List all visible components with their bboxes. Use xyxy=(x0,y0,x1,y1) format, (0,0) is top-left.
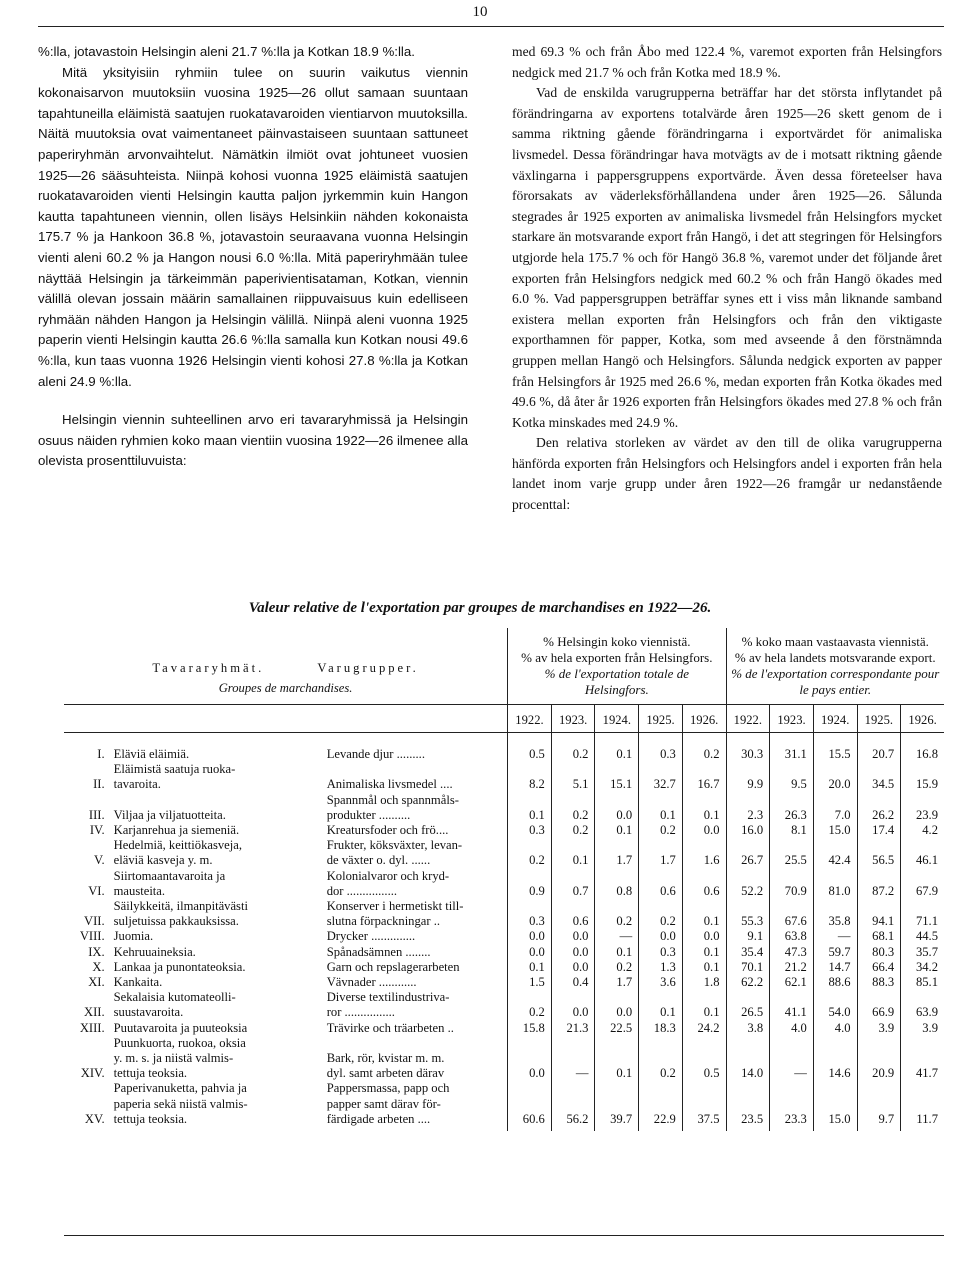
group-name-fi-line: Kehruuaineksia. xyxy=(113,944,196,959)
value-cell: 35.8 xyxy=(813,899,857,929)
group-number: V. xyxy=(94,853,105,868)
group-name-fi xyxy=(111,793,324,823)
top-rule xyxy=(38,26,944,27)
value-cell: 0.1 xyxy=(682,990,726,1020)
group-name-sv xyxy=(324,1081,508,1131)
group-name-sv xyxy=(324,975,508,990)
group-name-fi xyxy=(111,823,324,838)
group-name-sv-line: Levande djur ......... xyxy=(326,747,425,761)
value-cell: 0.0 xyxy=(508,1036,552,1082)
value-cell: 0.0 xyxy=(551,929,595,944)
group-name-fi-line: Juomia. xyxy=(113,929,154,944)
group-name-sv-line xyxy=(327,1036,504,1051)
value-cell: 26.7 xyxy=(726,838,770,868)
group-name-fi-line: eläviä kasveja y. m. xyxy=(113,853,213,868)
group-number: XIV. xyxy=(80,1066,105,1081)
swedish-column xyxy=(512,42,942,516)
group-name-sv xyxy=(324,869,508,899)
helsingfors-share-header xyxy=(508,628,726,705)
value-cell: 7.0 xyxy=(813,793,857,823)
group-name-sv-line: färdigade arbeten .... xyxy=(326,1111,431,1126)
value-cell: 0.0 xyxy=(551,960,595,975)
value-cell: 1.8 xyxy=(682,975,726,990)
group-number: IV. xyxy=(89,823,105,838)
value-cell: 0.0 xyxy=(551,945,595,960)
group-names-header xyxy=(64,628,508,705)
group-name-fi-line xyxy=(114,793,321,808)
group-name-sv xyxy=(324,945,508,960)
value-cell: 94.1 xyxy=(857,899,901,929)
value-cell: 3.6 xyxy=(639,975,683,990)
finnish-column xyxy=(38,42,468,472)
table-row xyxy=(64,929,944,944)
value-cell: 1.5 xyxy=(508,975,552,990)
table-row xyxy=(64,1021,944,1036)
group-name-sv-line: Frukter, köksväxter, levan- xyxy=(326,838,463,853)
value-cell: 23.3 xyxy=(770,1081,814,1131)
value-cell: — xyxy=(551,1036,595,1082)
group-name-fi-line: y. m. s. ja niistä valmis- xyxy=(113,1051,234,1066)
value-cell: 63.9 xyxy=(901,990,944,1020)
value-cell: 41.7 xyxy=(901,1036,944,1082)
value-cell: 70.1 xyxy=(726,960,770,975)
group-name-sv-line: dor ................ xyxy=(326,883,398,898)
value-cell: 0.6 xyxy=(639,869,683,899)
value-cell: 22.5 xyxy=(595,1021,639,1036)
value-cell: 9.5 xyxy=(770,762,814,792)
value-cell: 88.3 xyxy=(857,975,901,990)
value-cell: 55.3 xyxy=(726,899,770,929)
group-name-sv-line: Trävirke och träarbeten .. xyxy=(326,1020,454,1035)
year-header: 1924. xyxy=(813,705,857,733)
value-cell: 9.9 xyxy=(726,762,770,792)
value-cell: 1.3 xyxy=(639,960,683,975)
value-cell: 0.2 xyxy=(551,793,595,823)
value-cell: 24.2 xyxy=(682,1021,726,1036)
value-cell: 88.6 xyxy=(813,975,857,990)
value-cell: 35.7 xyxy=(901,945,944,960)
value-cell: 26.3 xyxy=(770,793,814,823)
value-cell: 0.1 xyxy=(595,1036,639,1082)
value-cell: 14.7 xyxy=(813,960,857,975)
value-cell: 0.1 xyxy=(595,945,639,960)
group-name-fi-line: Viljaa ja viljatuotteita. xyxy=(113,807,226,822)
group-name-sv xyxy=(324,899,508,929)
header-fr: % de l'exportation totale de Helsingfors. xyxy=(544,666,689,697)
table-title: Valeur relative de l'exportation par groupes de marchandises en 1922—26. xyxy=(248,600,712,616)
value-cell: 0.3 xyxy=(639,945,683,960)
year-header: 1926. xyxy=(682,705,726,733)
group-number: XII. xyxy=(84,1005,105,1020)
value-cell: 62.2 xyxy=(726,975,770,990)
group-name-sv-line: Kreatursfoder och frö.... xyxy=(326,823,449,838)
group-name-sv-line: Bark, rör, kvistar m. m. xyxy=(326,1051,445,1066)
swedish-paragraph: Den relativa storleken av värdet av den till de olika varugrupperna hänförda exporten från Helsingfors och Helsingfors andel i exporten från hela landet inom varje grupp under åren 1922—26 framgår ur nedanstående procenttal: xyxy=(512,435,942,513)
value-cell: 16.8 xyxy=(901,733,944,763)
value-cell: 0.1 xyxy=(682,945,726,960)
value-cell: 52.2 xyxy=(726,869,770,899)
finnish-paragraph: Helsingin viennin suhteellinen arvo eri tavararyhmissä ja Helsingin osuus näiden ryhmien koko maan vientiin vuosina 1922—26 ilmenee alla olevista prosenttiluvuista: xyxy=(38,412,468,469)
value-cell: 0.2 xyxy=(639,823,683,838)
value-cell: 8.2 xyxy=(508,762,552,792)
value-cell: 0.2 xyxy=(682,733,726,763)
value-cell: 34.5 xyxy=(857,762,901,792)
value-cell: 42.4 xyxy=(813,838,857,868)
value-cell: 0.2 xyxy=(508,990,552,1020)
value-cell: 0.1 xyxy=(508,793,552,823)
value-cell: 0.2 xyxy=(639,899,683,929)
group-name-fi-line: Sekalaisia kutomateolli- xyxy=(113,990,236,1005)
value-cell: 0.1 xyxy=(595,823,639,838)
value-cell: 56.5 xyxy=(857,838,901,868)
group-name-sv xyxy=(324,793,508,823)
value-cell: 8.1 xyxy=(770,823,814,838)
year-header: 1925. xyxy=(857,705,901,733)
value-cell: 0.1 xyxy=(551,838,595,868)
group-name-fi xyxy=(111,733,324,763)
group-name-sv-line: Vävnader ............ xyxy=(326,975,417,990)
group-name-fi-line: Karjanrehua ja siemeniä. xyxy=(113,823,240,838)
value-cell: 0.2 xyxy=(551,733,595,763)
group-name-sv-line: Pappersmassa, papp och xyxy=(326,1081,450,1096)
group-name-sv-line: ror ................ xyxy=(326,1005,395,1020)
value-cell: 70.9 xyxy=(770,869,814,899)
value-cell: 46.1 xyxy=(901,838,944,868)
value-cell: 0.4 xyxy=(551,975,595,990)
value-cell: 0.6 xyxy=(682,869,726,899)
group-name-sv-line: dyl. samt arbeten därav xyxy=(326,1066,445,1081)
value-cell: 0.1 xyxy=(639,990,683,1020)
value-cell: 0.0 xyxy=(639,929,683,944)
group-number: II. xyxy=(93,777,105,792)
year-header: 1923. xyxy=(551,705,595,733)
group-name-sv xyxy=(324,990,508,1020)
value-cell: 0.3 xyxy=(508,823,552,838)
value-cell: 34.2 xyxy=(901,960,944,975)
value-cell: 0.9 xyxy=(508,869,552,899)
group-name-fi-line: Puutavaroita ja puuteoksia xyxy=(113,1020,248,1035)
value-cell: 9.7 xyxy=(857,1081,901,1131)
value-cell: — xyxy=(770,1036,814,1082)
value-cell: 0.1 xyxy=(682,960,726,975)
value-cell: 59.7 xyxy=(813,945,857,960)
group-name-sv-line: Spånadsämnen ........ xyxy=(326,944,431,959)
table-row xyxy=(64,793,944,823)
value-cell: 0.7 xyxy=(551,869,595,899)
group-name-sv-line: Konserver i hermetiskt till- xyxy=(326,899,464,914)
group-name-fi-line: mausteita. xyxy=(113,883,166,898)
header-fr: Groupes de marchandises. xyxy=(218,681,353,695)
header-fi: % Helsingin koko viennistä. xyxy=(543,634,691,649)
value-cell: 67.6 xyxy=(770,899,814,929)
group-name-sv xyxy=(324,733,508,763)
value-cell: 81.0 xyxy=(813,869,857,899)
value-cell: 44.5 xyxy=(901,929,944,944)
value-cell: 87.2 xyxy=(857,869,901,899)
value-cell: 21.2 xyxy=(770,960,814,975)
group-number: X. xyxy=(92,959,105,974)
year-header: 1923. xyxy=(770,705,814,733)
value-cell: 3.9 xyxy=(857,1021,901,1036)
value-cell: 0.2 xyxy=(551,823,595,838)
value-cell: 0.3 xyxy=(639,733,683,763)
value-cell: 15.0 xyxy=(813,1081,857,1131)
year-header-row xyxy=(64,705,944,733)
value-cell: 11.7 xyxy=(901,1081,944,1131)
value-cell: 66.9 xyxy=(857,990,901,1020)
value-cell: 0.0 xyxy=(595,990,639,1020)
year-header: 1922. xyxy=(726,705,770,733)
value-cell: 5.1 xyxy=(551,762,595,792)
value-cell: 4.0 xyxy=(813,1021,857,1036)
table-row xyxy=(64,838,944,868)
value-cell: 0.0 xyxy=(508,929,552,944)
group-number: XIII. xyxy=(79,1020,105,1035)
swedish-paragraph: med 69.3 % och från Åbo med 122.4 %, varemot exporten från Helsingfors nedgick med 21.7 % och från Kotka med 18.9 %. xyxy=(512,44,942,80)
value-cell: 0.0 xyxy=(682,823,726,838)
table-row xyxy=(64,1081,944,1131)
value-cell: 0.2 xyxy=(639,1036,683,1082)
group-name-fi xyxy=(111,975,324,990)
group-name-fi-line: Siirtomaantavaroita ja xyxy=(113,868,226,883)
value-cell: 0.1 xyxy=(682,899,726,929)
value-cell: 68.1 xyxy=(857,929,901,944)
header-fi: Tavararyhmät. xyxy=(152,661,265,675)
group-name-fi xyxy=(111,990,324,1020)
header-sv: % av hela landets motsvarande export. xyxy=(734,650,936,665)
value-cell: 1.7 xyxy=(639,838,683,868)
group-name-fi xyxy=(111,1036,324,1082)
value-cell: 15.1 xyxy=(595,762,639,792)
value-cell: 15.9 xyxy=(901,762,944,792)
value-cell: 14.0 xyxy=(726,1036,770,1082)
table-body xyxy=(64,733,944,1132)
value-cell: 71.1 xyxy=(901,899,944,929)
country-share-header xyxy=(726,628,944,705)
header-fr: % de l'exportation correspondante pour le pays entier. xyxy=(731,666,940,697)
value-cell: 26.2 xyxy=(857,793,901,823)
year-header: 1926. xyxy=(901,705,944,733)
group-name-sv-line: Diverse textilindustriva- xyxy=(326,990,450,1005)
value-cell: 54.0 xyxy=(813,990,857,1020)
table-row xyxy=(64,899,944,929)
group-name-sv-line: papper samt därav för- xyxy=(326,1096,441,1111)
group-name-fi-line: tettuja teoksia. xyxy=(113,1066,188,1081)
group-name-sv-line: slutna förpackningar .. xyxy=(326,914,441,929)
group-name-sv-line: de växter o. dyl. ...... xyxy=(326,853,431,868)
value-cell: 37.5 xyxy=(682,1081,726,1131)
group-name-sv xyxy=(324,1021,508,1036)
group-name-fi-line: paperia sekä niistä valmis- xyxy=(113,1096,248,1111)
value-cell: 0.8 xyxy=(595,869,639,899)
value-cell: 20.7 xyxy=(857,733,901,763)
value-cell: 56.2 xyxy=(551,1081,595,1131)
group-name-fi xyxy=(111,945,324,960)
group-name-fi-line: suljetuissa pakkauksissa. xyxy=(113,914,239,929)
swedish-paragraph: Vad de enskilda varugrupperna beträffar har det största inflytandet på förändringarna av exportens totalvärde åren 1925—26 skett genom de i samma riktning gående förändringarna i exportvärdet för animaliska livsmedel. Dessa förändringar hava motvägts av de i motsatt riktning gående växlingarna i pappersgruppens exportvärde. Även dessa företeelser hava förorsakats av väderleksförhållandena under åren 1925—26. Sålunda stegrades år 1925 exporten av animaliska livsmedel från Helsingfors mycket starkare än motsvarande export från Hangö, i det att stegringen för Helsingfors utgjorde hela 175.7 % och för Hangö 36.8 %, varemot under det följande året exporten från Helsingfors nedgick med 60.2 % och från Hangö ökades med 6.0 %. Vad pappersgruppen beträffar synes ett i viss mån liknande samband existera mellan exporten från Helsingfors och från den viktigaste exporthamnen för papper, Kotka, som med avseende å den förstnämnda gruppen mellan Hangö och Helsingfors. Sålunda nedgick exporten av papper från Helsingfors år 1925 med 26.6 %, medan exporten från Kotka ökades med 49.6 %, då åter år 1926 exporten från Helsingfors ökades med 27.8 % och från Kotka minskades med 24.9 %. xyxy=(512,85,942,430)
value-cell: 67.9 xyxy=(901,869,944,899)
header-sv: Varugrupper. xyxy=(317,661,419,675)
value-cell: 15.8 xyxy=(508,1021,552,1036)
group-name-fi-line: Eläimistä saatuja ruoka- xyxy=(113,762,236,777)
value-cell: 85.1 xyxy=(901,975,944,990)
year-header: 1925. xyxy=(639,705,683,733)
value-cell: 0.1 xyxy=(595,733,639,763)
group-name-sv xyxy=(324,838,508,868)
value-cell: — xyxy=(595,929,639,944)
group-name-fi-line: Paperivanuketta, pahvia ja xyxy=(113,1081,247,1096)
group-number: III. xyxy=(88,807,105,822)
group-name-fi xyxy=(111,1081,324,1131)
group-number: IX. xyxy=(88,944,105,959)
group-name-sv xyxy=(324,960,508,975)
value-cell: 0.2 xyxy=(595,960,639,975)
group-name-sv xyxy=(324,929,508,944)
value-cell: 4.0 xyxy=(770,1021,814,1036)
value-cell: 62.1 xyxy=(770,975,814,990)
finnish-paragraph: %:lla, jotavastoin Helsingin aleni 21.7 %:lla ja Kotkan 18.9 %:lla. xyxy=(38,44,415,59)
value-cell: 3.8 xyxy=(726,1021,770,1036)
value-cell: 17.4 xyxy=(857,823,901,838)
value-cell: 41.1 xyxy=(770,990,814,1020)
group-name-sv-line: Spannmål och spannmåls- xyxy=(326,792,459,807)
table-row xyxy=(64,762,944,792)
value-cell: 14.6 xyxy=(813,1036,857,1082)
group-name-sv-line: Drycker .............. xyxy=(326,929,416,944)
group-name-sv-line xyxy=(327,762,504,777)
value-cell: 18.3 xyxy=(639,1021,683,1036)
table-row xyxy=(64,1036,944,1082)
value-cell: 31.1 xyxy=(770,733,814,763)
value-cell: 22.9 xyxy=(639,1081,683,1131)
group-name-fi-line: suustavaroita. xyxy=(113,1005,184,1020)
header-sv: % av hela exporten från Helsingfors. xyxy=(521,650,713,665)
group-name-fi-line: tavaroita. xyxy=(113,777,161,792)
group-name-sv-line: produkter .......... xyxy=(326,807,411,822)
year-header: 1922. xyxy=(508,705,552,733)
table-row xyxy=(64,823,944,838)
value-cell: 35.4 xyxy=(726,945,770,960)
group-name-fi xyxy=(111,762,324,792)
value-cell: 32.7 xyxy=(639,762,683,792)
value-cell: 15.5 xyxy=(813,733,857,763)
value-cell: — xyxy=(813,929,857,944)
value-cell: 9.1 xyxy=(726,929,770,944)
value-cell: 0.2 xyxy=(508,838,552,868)
value-cell: 0.0 xyxy=(508,945,552,960)
value-cell: 1.7 xyxy=(595,975,639,990)
value-cell: 66.4 xyxy=(857,960,901,975)
group-number: XI. xyxy=(88,975,105,990)
table-row xyxy=(64,945,944,960)
value-cell: 0.3 xyxy=(508,899,552,929)
group-name-fi xyxy=(111,1021,324,1036)
value-cell: 21.3 xyxy=(551,1021,595,1036)
value-cell: 4.2 xyxy=(901,823,944,838)
value-cell: 2.3 xyxy=(726,793,770,823)
value-cell: 16.0 xyxy=(726,823,770,838)
value-cell: 30.3 xyxy=(726,733,770,763)
value-cell: 16.7 xyxy=(682,762,726,792)
table-row xyxy=(64,990,944,1020)
table-row xyxy=(64,960,944,975)
page-number: 10 xyxy=(472,4,488,20)
group-name-fi-line: Kankaita. xyxy=(113,975,163,990)
group-number: VI. xyxy=(88,883,105,898)
value-cell: 63.8 xyxy=(770,929,814,944)
value-cell: 15.0 xyxy=(813,823,857,838)
group-name-fi-line: Säilykkeitä, ilmanpitävästi xyxy=(113,899,248,914)
value-cell: 26.5 xyxy=(726,990,770,1020)
value-cell: 0.0 xyxy=(595,793,639,823)
group-number: VIII. xyxy=(79,929,105,944)
group-name-sv xyxy=(324,762,508,792)
group-number: I. xyxy=(97,747,105,761)
group-name-fi-line: tettuja teoksia. xyxy=(113,1111,188,1126)
value-cell: 25.5 xyxy=(770,838,814,868)
group-name-sv-line: Garn och repslagerarbeten xyxy=(326,959,460,974)
value-cell: 0.2 xyxy=(595,899,639,929)
value-cell: 39.7 xyxy=(595,1081,639,1131)
value-cell: 0.1 xyxy=(639,793,683,823)
group-name-sv-line: Animaliska livsmedel .... xyxy=(326,777,453,792)
value-cell: 0.0 xyxy=(682,929,726,944)
value-cell: 3.9 xyxy=(901,1021,944,1036)
group-name-fi-line: Lankaa ja punontateoksia. xyxy=(113,959,246,974)
group-name-fi-line: Puunkuorta, ruokoa, oksia xyxy=(113,1035,246,1050)
finnish-paragraph: Mitä yksityisiin ryhmiin tulee on suurin vaikutus viennin kokonaisarvon muutoksiin vuosina 1925—26 ollut samaan suuntaan tapahtuneilla eläimistä saatujen ruokatavaroiden vientiarvon muutoksilla. Näitä muutoksia ovat vaimentaneet päinvastaiseen suuntaan sattuneet paperiryhmän arvonvaihtelut. Nämätkin ilmiöt ovat johtuneet vuosien 1925—26 sääsuhteista. Niinpä kohosi vuonna 1925 eläimistä saatujen ruokatavaroiden vienti Helsingin kautta paljon jyrkemmin kuin Hangon kautta tapahtuneen viennin, ollen lisäys Helsinkiin nähden kokonaista 175.7 % ja Hankoon 36.8 %, jotavastoin seuraavana vuonna Helsingin vienti aleni 60.2 % ja Hangon nousi 6.0 %:lla. Mitä paperiryhmään tulee näyttää Helsingin ja tärkeimmän paperivientisataman, Kotkan, viennin välillä olevan jossain määrin samallainen riippuvaisuus kuin edelliseen ryhmään nähden Hangon ja Helsingin välillä. Niinpä aleni vuonna 1925 paperin vienti Helsingin kautta 26.6 %:lla samalla kun Kotkan nousi 49.6 %:lla, kun taas vuonna 1926 Helsingin vienti kohosi 27.8 %:lla ja Kotkan aleni 24.9 %:lla. xyxy=(38,64,468,389)
value-cell: 80.3 xyxy=(857,945,901,960)
value-cell: 1.7 xyxy=(595,838,639,868)
group-name-fi-line: Eläviä eläimiä. xyxy=(113,747,190,761)
table-row xyxy=(64,733,944,763)
export-percentage-table xyxy=(64,628,944,1131)
value-cell: 0.1 xyxy=(682,793,726,823)
value-cell: 20.0 xyxy=(813,762,857,792)
value-cell: 0.1 xyxy=(508,960,552,975)
group-name-sv xyxy=(324,1036,508,1082)
value-cell: 23.5 xyxy=(726,1081,770,1131)
value-cell: 60.6 xyxy=(508,1081,552,1131)
value-cell: 47.3 xyxy=(770,945,814,960)
value-cell: 0.0 xyxy=(551,990,595,1020)
value-cell: 23.9 xyxy=(901,793,944,823)
header-fi: % koko maan vastaavasta viennistä. xyxy=(741,634,929,649)
group-name-fi xyxy=(111,869,324,899)
group-name-sv-line: Kolonialvaror och kryd- xyxy=(326,868,450,883)
group-number: VII. xyxy=(84,914,105,929)
table-bottom-rule xyxy=(64,1235,944,1236)
value-cell: 0.5 xyxy=(682,1036,726,1082)
table-row xyxy=(64,869,944,899)
group-name-fi xyxy=(111,899,324,929)
group-name-sv xyxy=(324,823,508,838)
table-row xyxy=(64,975,944,990)
group-number: XV. xyxy=(84,1111,105,1126)
group-name-fi xyxy=(111,960,324,975)
value-cell: 0.5 xyxy=(508,733,552,763)
group-name-fi xyxy=(111,929,324,944)
value-cell: 1.6 xyxy=(682,838,726,868)
value-cell: 20.9 xyxy=(857,1036,901,1082)
group-name-fi-line: Hedelmiä, keittiökasveja, xyxy=(113,838,242,853)
group-name-fi xyxy=(111,838,324,868)
value-cell: 0.6 xyxy=(551,899,595,929)
year-header: 1924. xyxy=(595,705,639,733)
